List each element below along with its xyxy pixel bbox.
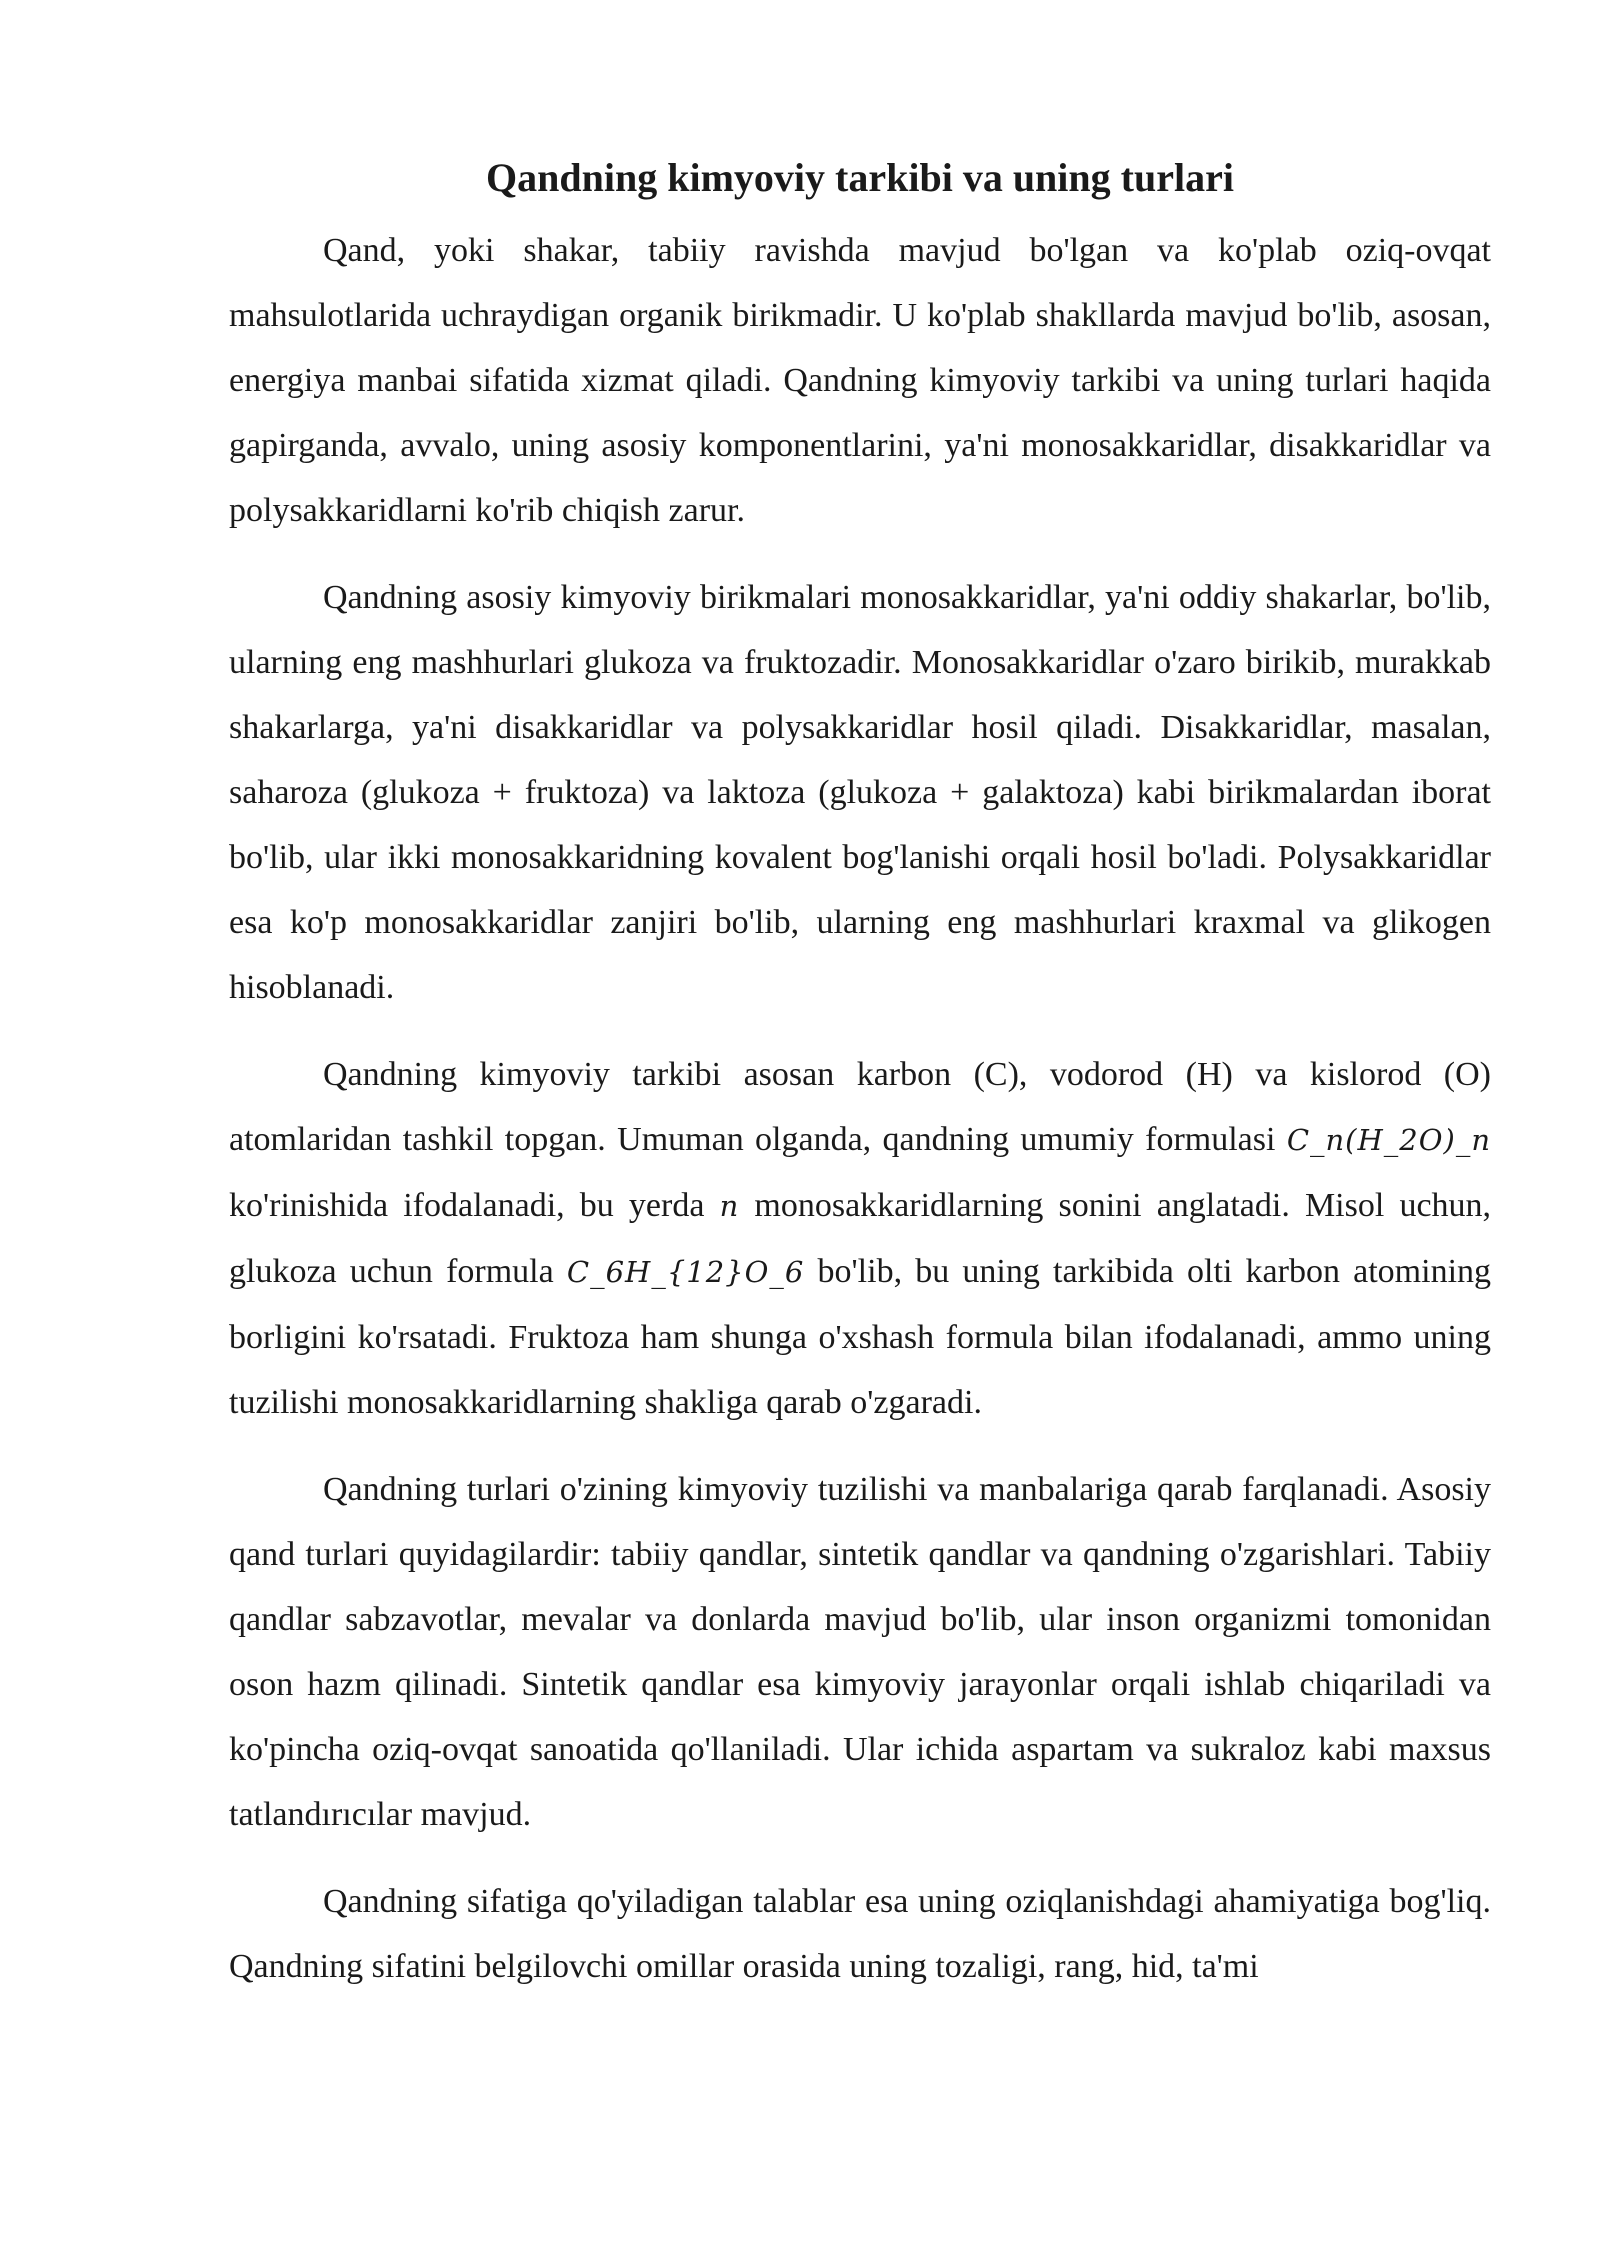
paragraph-3-text-4: bo'lib, bu uning tarkibida olti karbon atomining borligini ko'rsatadi. Fruktoza ham shunga o'xshash formula bilan ifodalanadi, ammo uning tuzilishi monosakkaridlarning shakliga qarab o'zgaradi. (229, 1253, 1492, 1421)
paragraph-4: Qandning turlari o'zining kimyoviy tuzilishi va manbalariga qarab farqlanadi. Asosiy qand turlari quyidagilardir: tabiiy qandlar, sintetik qandlar va qandning o'zgarishlari. Tabiiy qandlar sabzavotlar, mevalar va donlarda mavjud bo'lib, ular inson organizmi tomonidan oson hazm qilinadi. Sintetik qandlar esa kimyoviy jarayonlar orqali ishlab chiqariladi va ko'pincha oziq-ovqat sanoatida qo'llaniladi. Ular ichida aspartam va sukraloz kabi maxsus tatlandırıcılar mavjud. (229, 1471, 1491, 1833)
document-page (229, 150, 1491, 2021)
paragraph-1: Qand, yoki shakar, tabiiy ravishda mavjud bo'lgan va ko'plab oziq-ovqat mahsulotlarida uchraydigan organik birikmadir. U ko'plab shakllarda mavjud bo'lib, asosan, energiya manbai sifatida xizmat qiladi. Qandning kimyoviy tarkibi va uning turlari haqida gapirganda, avvalo, uning asosiy komponentlarini, ya'ni monosakkaridlar, disakkaridlar va polysakkaridlarni ko'rib chiqish zarur. (229, 232, 1491, 529)
paragraph-2: Qandning asosiy kimyoviy birikmalari monosakkaridlar, ya'ni oddiy shakarlar, bo'lib, ularning eng mashhurlari glukoza va fruktozadir. Monosakkaridlar o'zaro birikib, murakkab shakarlarga, ya'ni disakkaridlar va polysakkaridlar hosil qiladi. Disakkaridlar, masalan, saharoza (glukoza + fruktoza) va laktoza (glukoza + galaktoza) kabi birikmalardan iborat bo'lib, ular ikki monosakkaridning kovalent bog'lanishi orqali hosil bo'ladi. Polysakkaridlar esa ko'p monosakkaridlar zanjiri bo'lib, ularning eng mashhurlari kraxmal va glikogen hisoblanadi. (229, 579, 1491, 1006)
paragraph-5: Qandning sifatiga qo'yiladigan talablar esa uning oziqlanishdagi ahamiyatiga bog'liq. Qandning sifatini belgilovchi omillar orasida uning tozaligi, rang, hid, ta'mi (229, 1883, 1491, 1985)
variable-n: n (719, 1189, 740, 1223)
paragraph-3-text-1: Qandning kimyoviy tarkibi asosan karbon (C), vodorod (H) va kislorod (O) atomlaridan tashkil topgan. Umuman olganda, qandning umumiy formulasi (229, 1056, 1491, 1158)
paragraph-3-text-3: monosakkaridlarning sonini anglatadi. Misol uchun, glukoza uchun formula (229, 1187, 1492, 1290)
paragraph-3-text-2: ko'rinishida ifodalanadi, bu yerda (229, 1187, 705, 1224)
paragraph-3 (229, 1042, 1491, 1435)
document-title: Qandning kimyoviy tarkibi va uning turlari (486, 155, 1234, 200)
glucose-formula: C_6H_{12}O_6 (566, 1255, 805, 1289)
general-formula: C_n(H_2O)_n (1286, 1123, 1491, 1157)
